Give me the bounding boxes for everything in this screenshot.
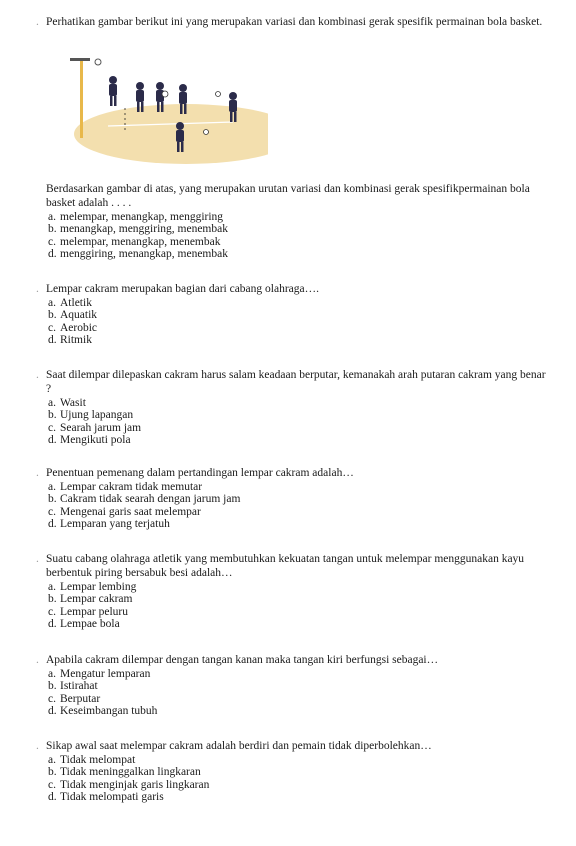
basketball-illustration (68, 52, 268, 167)
option-b[interactable]: b. Istirahat (48, 680, 98, 693)
options-list (48, 297, 546, 347)
question-number-marker: . (36, 467, 39, 479)
question-2 (36, 282, 546, 347)
option-d[interactable]: d. menggiring, menangkap, menembak (48, 248, 228, 261)
option-c[interactable]: c. Lempar peluru (48, 605, 129, 618)
option-a[interactable]: a. Wasit (48, 397, 86, 409)
option-d[interactable]: d. Ritmik (48, 334, 92, 347)
option-a[interactable]: a. Tidak melompat (48, 754, 136, 766)
question-1 (46, 182, 546, 261)
options-list (48, 481, 546, 531)
option-c[interactable]: c. Tidak menginjak garis lingkaran (48, 778, 210, 791)
hoop-pole (80, 58, 83, 138)
question-text: Sikap awal saat melempar cakram adalah berdiri dan pemain tidak diperbolehkan… (46, 740, 432, 752)
option-b[interactable]: b. Lempar cakram (48, 593, 133, 606)
ball-1 (162, 91, 168, 97)
question-7 (36, 739, 546, 804)
option-a[interactable]: a. melempar, menangkap, menggiring (48, 211, 224, 223)
option-d[interactable]: d. Keseimbangan tubuh (48, 705, 158, 718)
ball-2 (216, 92, 221, 97)
question-text: Lempar cakram merupakan bagian dari cabang olahraga…. (46, 283, 319, 295)
question-text: Berdasarkan gambar di atas, yang merupakan urutan variasi dan kombinasi gerak spesifikpermainan bola basket adalah . . . . (46, 183, 530, 209)
intro-block (36, 15, 546, 29)
ball-3 (204, 130, 209, 135)
question-text: Apabila cakram dilempar dengan tangan kanan maka tangan kiri berfungsi sebagai… (46, 654, 439, 666)
intro-text: Perhatikan gambar berikut ini yang merupakan variasi dan kombinasi gerak spesifik permainan bola basket. (46, 16, 543, 28)
question-6 (36, 653, 546, 718)
option-a[interactable]: a. Mengatur lemparan (48, 668, 151, 680)
option-b[interactable]: b. Tidak meninggalkan lingkaran (48, 766, 201, 779)
question-text: Suatu cabang olahraga atletik yang membutuhkan kekuatan tangan untuk melempar menggunakan kayu berbentuk piring bersabuk besi adalah… (46, 553, 525, 579)
option-c[interactable]: c. melempar, menangkap, menembak (48, 235, 221, 248)
option-c[interactable]: c. Berputar (48, 692, 101, 705)
question-5 (36, 552, 546, 631)
question-number-marker: . (36, 654, 39, 666)
option-c[interactable]: c. Searah jarum jam (48, 421, 142, 434)
option-d[interactable]: d. Tidak melompati garis (48, 791, 164, 804)
question-number-marker: . (36, 553, 39, 565)
question-number-marker: . (36, 283, 39, 295)
options-list (48, 211, 546, 261)
option-a[interactable]: a. Lempar cakram tidak memutar (48, 481, 203, 493)
option-d[interactable]: d. Mengikuti pola (48, 434, 131, 447)
option-c[interactable]: c. Aerobic (48, 321, 98, 334)
question-text: Saat dilempar dilepaskan cakram harus salam keadaan berputar, kemanakah arah putaran cakram yang benar ? (46, 369, 546, 395)
option-a[interactable]: a. Atletik (48, 297, 92, 309)
option-b[interactable]: b. Ujung lapangan (48, 409, 134, 422)
court-floor (74, 104, 268, 164)
options-list (48, 668, 546, 718)
question-number-marker: . (36, 369, 39, 381)
question-number-marker: . (36, 740, 39, 752)
question-number-marker: . (36, 16, 39, 28)
option-d[interactable]: d. Lemparan yang terjatuh (48, 518, 170, 531)
options-list (48, 581, 546, 631)
question-3 (36, 368, 546, 447)
option-c[interactable]: c. Mengenai garis saat melempar (48, 505, 201, 518)
options-list (48, 397, 546, 447)
option-a[interactable]: a. Lempar lembing (48, 581, 137, 593)
player-1 (109, 76, 117, 106)
question-4 (36, 466, 546, 531)
option-b[interactable]: b. Aquatik (48, 309, 98, 322)
question-text: Penentuan pemenang dalam pertandingan lempar cakram adalah… (46, 467, 354, 479)
hoop-board (70, 58, 90, 61)
option-b[interactable]: b. menangkap, menggiring, menembak (48, 223, 228, 236)
option-d[interactable]: d. Lempae bola (48, 618, 120, 631)
options-list (48, 754, 546, 804)
option-b[interactable]: b. Cakram tidak searah dengan jarum jam (48, 493, 241, 506)
hoop-rim (95, 59, 101, 65)
